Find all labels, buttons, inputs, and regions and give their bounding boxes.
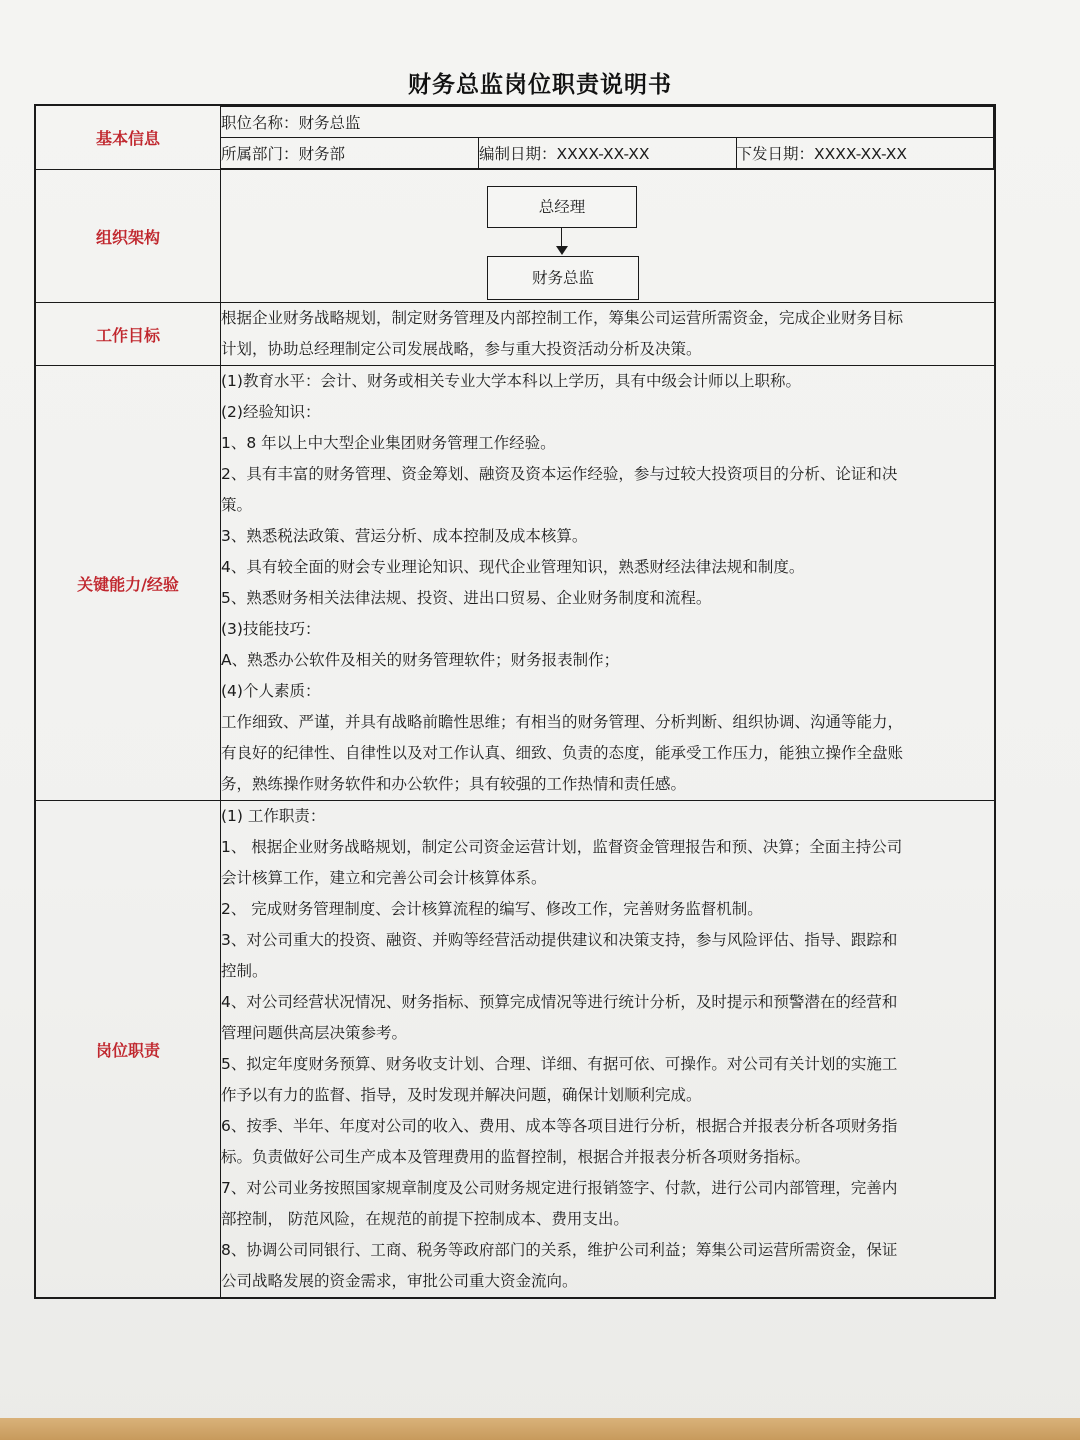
row-work-goal xyxy=(35,303,995,366)
org-structure-cell xyxy=(221,170,996,303)
text-line: 3、对公司重大的投资、融资、并购等经营活动提供建议和决策支持，参与风险评估、指导、跟踪和 xyxy=(221,931,898,949)
text-line: 会计核算工作，建立和完善公司会计核算体系。 xyxy=(221,869,547,887)
text-line: 1、8 年以上中大型企业集团财务管理工作经验。 xyxy=(221,434,556,452)
text-line: 管理问题供高层决策参考。 xyxy=(221,1024,408,1042)
row-org-structure xyxy=(35,170,995,303)
text-line: 2、具有丰富的财务管理、资金筹划、融资及资本运作经验，参与过较大投资项目的分析、论证和决 xyxy=(221,465,898,483)
text-line: 务，熟练操作财务软件和办公软件；具有较强的工作热情和责任感。 xyxy=(221,775,687,793)
text-line: 标。负责做好公司生产成本及管理费用的监督控制，根据合并报表分析各项财务指标。 xyxy=(221,1148,811,1166)
work-goal-content xyxy=(221,303,996,366)
text-line: 7、对公司业务按照国家规章制度及公司财务规定进行报销签字、付款，进行公司内部管理，完善内 xyxy=(221,1179,898,1197)
text-line: 3、熟悉税法政策、营运分析、成本控制及成本核算。 xyxy=(221,527,588,545)
text-line: 2、 完成财务管理制度、会计核算流程的编写、修改工作，完善财务监督机制。 xyxy=(221,900,763,918)
org-node-cfo: 财务总监 xyxy=(487,256,639,300)
text-line: (1)教育水平：会计、财务或相关专业大学本科以上学历，具有中级会计师以上职称。 xyxy=(221,372,801,390)
text-line: 部控制， 防范风险，在规范的前提下控制成本、费用支出。 xyxy=(221,1210,629,1228)
org-connector xyxy=(561,227,562,247)
text-line: 有良好的纪律性、自律性以及对工作认真、细致、负责的态度，能承受工作压力，能独立操作全盘账 xyxy=(221,744,904,762)
basic-info-cell xyxy=(221,105,996,170)
label-org-structure: 组织架构 xyxy=(35,170,221,303)
duties-content xyxy=(221,801,996,1299)
text-line: 公司战略发展的资金需求，审批公司重大资金流向。 xyxy=(221,1272,578,1290)
text-line: 5、熟悉财务相关法律法规、投资、进出口贸易、企业财务制度和流程。 xyxy=(221,589,712,607)
text-line: 作予以有力的监督、指导，及时发现并解决问题，确保计划顺利完成。 xyxy=(221,1086,702,1104)
text-line: (3)技能技巧： xyxy=(221,620,321,638)
text-line: 6、按季、半年、年度对公司的收入、费用、成本等各项目进行分析，根据合并报表分析各项财务指 xyxy=(221,1117,898,1135)
org-chart xyxy=(221,170,994,302)
label-duties: 岗位职责 xyxy=(35,801,221,1299)
label-basic-info: 基本信息 xyxy=(35,105,221,170)
document-title: 财务总监岗位职责说明书 xyxy=(408,72,672,98)
department: 所属部门：财务部 xyxy=(221,138,479,169)
issue-date: 下发日期：XXXX-XX-XX xyxy=(736,138,994,169)
text-line: (4)个人素质： xyxy=(221,682,321,700)
row-duties xyxy=(35,801,995,1299)
desk-surface xyxy=(0,1418,1080,1440)
label-key-ability: 关键能力/经验 xyxy=(35,366,221,801)
position-name: 职位名称：财务总监 xyxy=(221,107,994,138)
basic-info-subtable xyxy=(221,106,994,169)
text-line: 工作细致、严谨，并具有战略前瞻性思维；有相当的财务管理、分析判断、组织协调、沟通等能力， xyxy=(221,713,904,731)
key-ability-content xyxy=(221,366,996,801)
org-node-general-manager: 总经理 xyxy=(487,186,637,228)
text-line: 5、拟定年度财务预算、财务收支计划、合理、详细、有据可依、可操作。对公司有关计划的实施工 xyxy=(221,1055,898,1073)
compile-date: 编制日期：XXXX-XX-XX xyxy=(479,138,737,169)
text-line: (2)经验知识： xyxy=(221,403,321,421)
row-key-ability xyxy=(35,366,995,801)
text-line: A、熟悉办公软件及相关的财务管理软件；财务报表制作； xyxy=(221,651,620,669)
text-line: 计划，协助总经理制定公司发展战略，参与重大投资活动分析及决策。 xyxy=(221,340,702,358)
text-line: 控制。 xyxy=(221,962,268,980)
text-line: (1) 工作职责： xyxy=(221,807,326,825)
text-line: 1、 根据企业财务战略规划，制定公司资金运营计划，监督资金管理报告和预、决算；全面主持公司 xyxy=(221,838,903,856)
row-basic-info xyxy=(35,105,995,170)
text-line: 4、对公司经营状况情况、财务指标、预算完成情况等进行统计分析，及时提示和预警潜在的经营和 xyxy=(221,993,898,1011)
job-description-table xyxy=(34,104,996,1299)
text-line: 4、具有较全面的财会专业理论知识、现代企业管理知识，熟悉财经法律法规和制度。 xyxy=(221,558,805,576)
text-line: 策。 xyxy=(221,496,253,514)
arrow-down-icon xyxy=(556,246,568,255)
text-line: 8、协调公司同银行、工商、税务等政府部门的关系，维护公司利益；筹集公司运营所需资金，保证 xyxy=(221,1241,898,1259)
text-line: 根据企业财务战略规划，制定财务管理及内部控制工作，筹集公司运营所需资金，完成企业财务目标 xyxy=(221,309,904,327)
label-work-goal: 工作目标 xyxy=(35,303,221,366)
